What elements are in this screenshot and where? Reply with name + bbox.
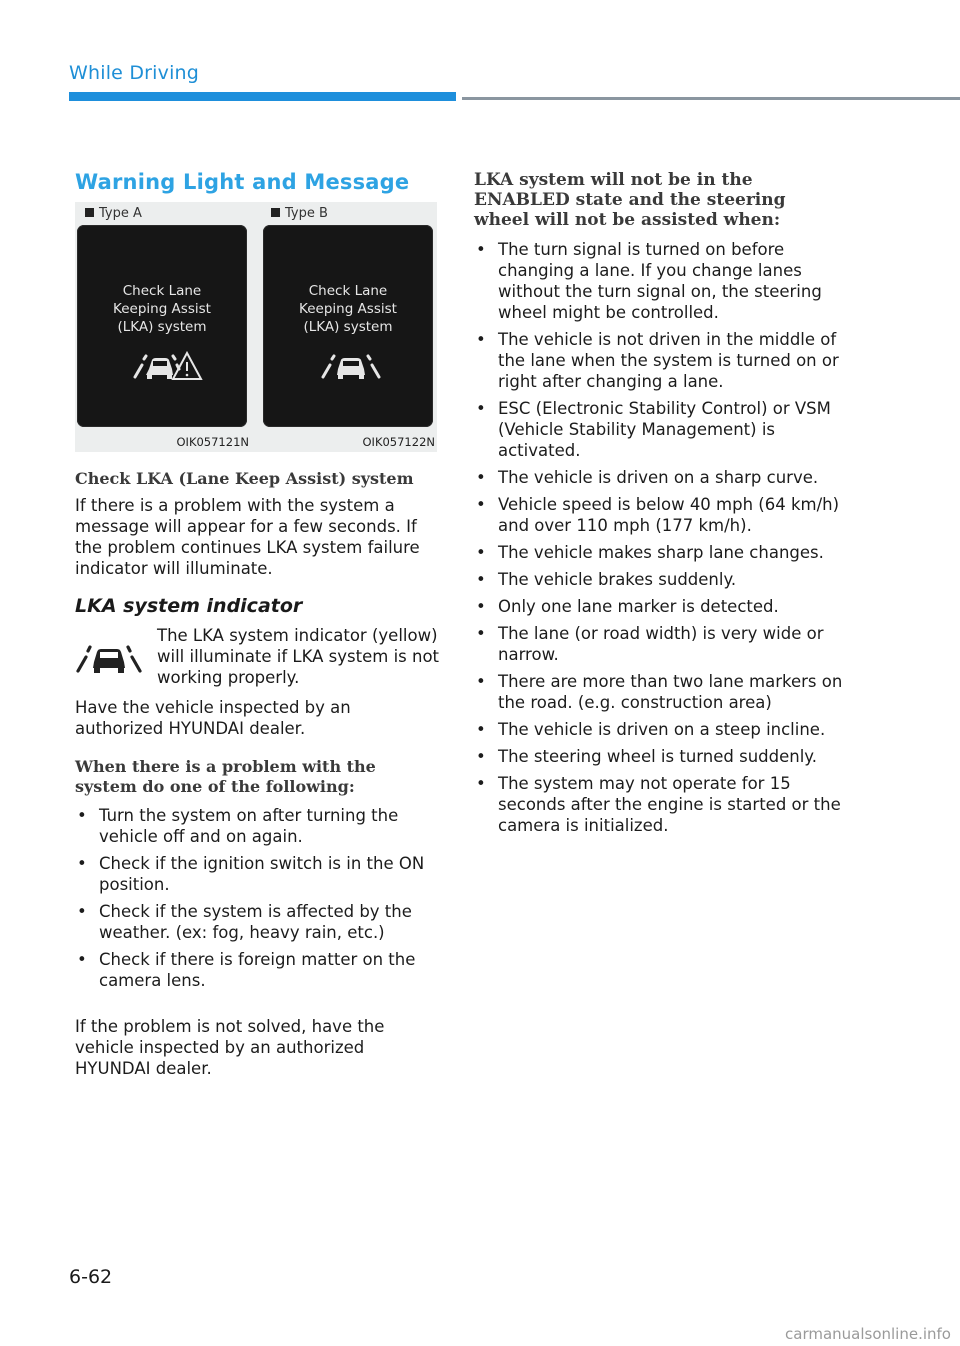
screen-message: Check Lane Keeping Assist (LKA) system xyxy=(299,283,397,335)
lka-warning-figure xyxy=(75,202,437,452)
indicator-heading: LKA system indicator xyxy=(75,595,303,617)
page-number: 6-62 xyxy=(69,1266,113,1288)
header-rule-blue xyxy=(69,92,456,101)
header-rule-gray xyxy=(462,97,960,100)
not-enabled-heading: LKA system will not be in the ENABLED state and the steering wheel will not be assisted when: xyxy=(474,170,786,230)
screen-message: Check Lane Keeping Assist (LKA) system xyxy=(113,283,211,335)
lka-warning-icon xyxy=(127,345,207,385)
list-item: • The vehicle makes sharp lane changes. xyxy=(474,542,844,563)
list-item: • The steering wheel is turned suddenly. xyxy=(474,746,844,767)
cluster-screen xyxy=(77,225,247,427)
cluster-screen xyxy=(263,225,433,427)
indicator-description: The LKA system indicator (yellow) will illuminate if LKA system is not working properly. xyxy=(157,626,440,687)
list-item: • Vehicle speed is below 40 mph (64 km/h) and over 110 mph (177 km/h). xyxy=(474,494,844,536)
left-column xyxy=(75,170,440,1079)
list-item: • Check if the system is affected by the weather. (ex: fog, heavy rain, etc.) xyxy=(75,901,437,943)
problem-list xyxy=(75,805,437,991)
figure-code: OIK057122N xyxy=(362,435,435,449)
figure-panel-type-b xyxy=(261,202,439,452)
check-lka-body: If there is a problem with the system a message will appear for a few seconds. If the problem continues LKA system failure indicator will illuminate. xyxy=(75,496,420,578)
figure-code: OIK057121N xyxy=(176,435,249,449)
header-title: While Driving xyxy=(69,62,200,84)
list-item: • Only one lane marker is detected. xyxy=(474,596,844,617)
list-item: • There are more than two lane markers on the road. (e.g. construction area) xyxy=(474,671,844,713)
inspect-text: Have the vehicle inspected by an authorized HYUNDAI dealer. xyxy=(75,698,351,738)
list-item: • Turn the system on after turning the vehicle off and on again. xyxy=(75,805,437,847)
list-item: • Check if there is foreign matter on the camera lens. xyxy=(75,949,437,991)
indicator-block xyxy=(75,625,440,695)
list-item: • The lane (or road width) is very wide or narrow. xyxy=(474,623,844,665)
list-item: • The vehicle is driven on a sharp curve. xyxy=(474,467,844,488)
list-item: • The system may not operate for 15 seconds after the engine is started or the camera is initialized. xyxy=(474,773,844,836)
type-label: Type B xyxy=(285,206,328,221)
list-item: • Check if the ignition switch is in the ON position. xyxy=(75,853,437,895)
square-bullet-icon xyxy=(85,208,94,217)
problem-heading: When there is a problem with the system do one of the following: xyxy=(75,757,376,796)
list-item: • The vehicle is driven on a steep incline. xyxy=(474,719,844,740)
list-item: • The vehicle is not driven in the middle of the lane when the system is turned on or right after changing a lane. xyxy=(474,329,844,392)
not-enabled-list xyxy=(474,239,844,836)
section-title: Warning Light and Message xyxy=(75,170,410,194)
square-bullet-icon xyxy=(271,208,280,217)
list-item: • The turn signal is turned on before changing a lane. If you change lanes without the turn signal on, the steering wheel might be controlled. xyxy=(474,239,844,323)
figure-panel-type-a xyxy=(75,202,253,452)
lka-indicator-icon xyxy=(75,637,143,677)
watermark: carmanualsonline.info xyxy=(785,1325,951,1343)
right-column xyxy=(474,170,844,842)
list-item: • ESC (Electronic Stability Control) or VSM (Vehicle Stability Management) is activated. xyxy=(474,398,844,461)
lka-indicator-icon xyxy=(311,345,391,385)
list-item: • The vehicle brakes suddenly. xyxy=(474,569,844,590)
final-text: If the problem is not solved, have the vehicle inspected by an authorized HYUNDAI dealer. xyxy=(75,1017,385,1078)
type-label: Type A xyxy=(99,206,142,221)
check-lka-heading: Check LKA (Lane Keep Assist) system xyxy=(75,469,414,488)
